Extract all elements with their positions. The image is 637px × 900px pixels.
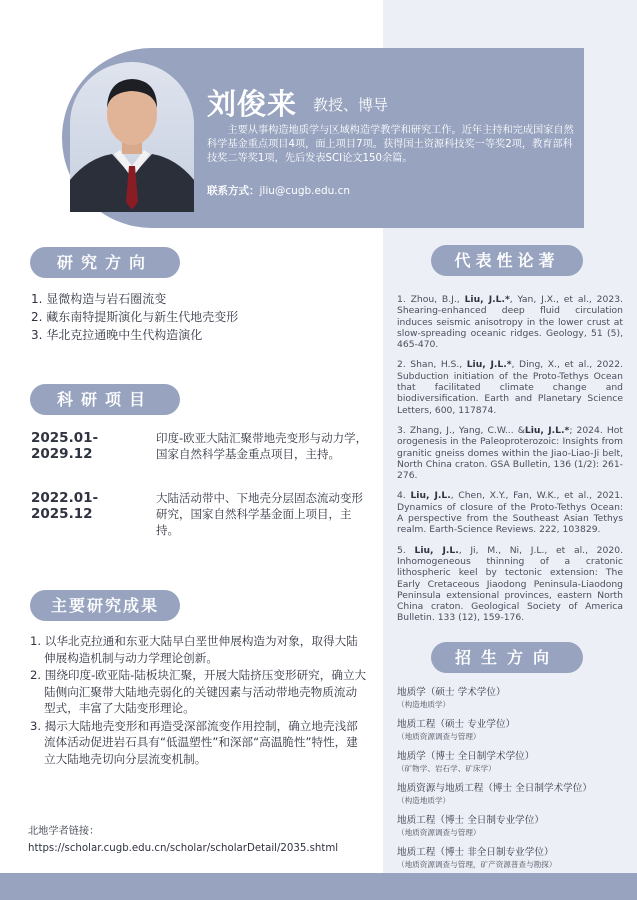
person-title: 教授、博导 bbox=[313, 96, 389, 114]
person-name: 刘俊来 bbox=[207, 87, 298, 121]
research-item: 2. 藏东南特提斯演化与新生代地壳变形 bbox=[31, 310, 239, 324]
achievements-list bbox=[30, 633, 368, 768]
recruitment-sub: （构造地质学） bbox=[397, 700, 451, 709]
email-link[interactable]: jliu@cugb.edu.cn bbox=[259, 185, 351, 197]
paper-item: 5. Liu, J.L., Ji, M., Ni, J.L., et al., 2020. Inhomogeneous thinning of a cratonic lithospheric keel by tectonic extension: The Early Cretaceous Jiaodong Peninsula-Liaodong Peninsula extensional provinces, eastern North China craton. Geological Society of America Bulletin. 133 (12), 159-176. bbox=[397, 544, 623, 624]
recruitment-title: 地质学（博士 全日制学术学位） bbox=[397, 751, 535, 762]
contact-label: 联系方式： bbox=[207, 185, 260, 197]
recruitment-item bbox=[397, 686, 623, 710]
recruitment-item bbox=[397, 846, 623, 870]
achievement-item: 3. 揭示大陆地壳变形和再造受深部流变作用控制，确立地壳浅部流体活动促进岩石具有“低温塑性”和深部“高温脆性”特性，建立大陆地壳切向分层流变机制。 bbox=[30, 718, 358, 766]
recruitment-title: 地质资源与地质工程（博士 全日制学术学位） bbox=[397, 783, 592, 794]
achievement-item: 1. 以华北克拉通和东亚大陆早白垩世伸展构造为对象，取得大陆伸展构造机制与动力学理论创新。 bbox=[30, 634, 358, 665]
recruitment-sub: （矿物学、岩石学、矿床学） bbox=[397, 764, 496, 773]
recruitment-sub: （构造地质学） bbox=[397, 796, 451, 805]
achievements-heading: 主要研究成果 bbox=[30, 590, 180, 621]
papers-list bbox=[397, 294, 623, 633]
achievement-item: 2. 围绕印度-欧亚陆-陆板块汇聚，开展大陆挤压变形研究，确立大陆侧向汇聚带大陆地壳弱化的关键因素与活动带地壳物质流动型式，丰富了大陆变形理论。 bbox=[30, 668, 367, 715]
profile-photo bbox=[70, 62, 194, 212]
recruitment-heading: 招生方向 bbox=[431, 642, 583, 673]
contact-line bbox=[207, 183, 350, 198]
recruitment-title: 地质工程（硕士 专业学位） bbox=[397, 719, 516, 730]
recruitment-item bbox=[397, 718, 623, 742]
research-item: 3. 华北克拉通晚中生代构造演化 bbox=[31, 328, 203, 342]
scholar-link-url[interactable]: https://scholar.cugb.edu.cn/scholar/scholarDetail/2035.shtml bbox=[28, 843, 339, 854]
paper-item: 2. Shan, H.S., Liu, J.L.*, Ding, X., et al., 2022. Subduction initiation of the Proto-Tethys Ocean that facilitated climate change and biodiversification. Earth and Planetary Science Letters, 600, 117874. bbox=[397, 359, 623, 416]
recruitment-item bbox=[397, 750, 623, 774]
project-date: 2025.01-2029.12 bbox=[31, 430, 99, 462]
recruitment-item bbox=[397, 814, 623, 838]
papers-heading: 代表性论著 bbox=[431, 245, 583, 276]
scholar-links bbox=[28, 823, 338, 857]
paper-item: 4. Liu, J.L., Chen, X.Y., Fan, W.K., et al., 2021. Dynamics of closure of the Proto-Tethys Ocean: A perspective from the Southeast Asian Tethys realm. Earth-Science Reviews. 222, 103829. bbox=[397, 490, 623, 536]
recruitment-title: 地质工程（博士 非全日制专业学位） bbox=[397, 847, 554, 858]
project-date: 2022.01-2025.12 bbox=[31, 490, 99, 522]
recruitment-title: 地质学（硕士 学术学位） bbox=[397, 687, 506, 698]
recruitment-sub: （地质资源调查与管理） bbox=[397, 828, 481, 837]
portrait-illustration bbox=[70, 62, 194, 212]
scholar-link-label: 北地学者链接： bbox=[28, 826, 100, 837]
recruitment-item bbox=[397, 782, 623, 806]
research-heading: 研究方向 bbox=[30, 247, 180, 278]
recruitment-title: 地质工程（博士 全日制专业学位） bbox=[397, 815, 544, 826]
person-bio: 主要从事构造地质学与区域构造学教学和研究工作。近年主持和完成国家自然科学基金重点项目4项，面上项目7项。获得国土资源科技奖一等奖2项，教育部科技奖二等奖1项，先后发表SCI论文150余篇。 bbox=[207, 125, 574, 164]
recruitment-list bbox=[397, 686, 623, 878]
research-list bbox=[31, 290, 238, 344]
project-desc: 印度-欧亚大陆汇聚带地壳变形与动力学，国家自然科学基金重点项目，主持。 bbox=[156, 431, 368, 461]
project-desc: 大陆活动带中、下地壳分层固态流动变形研究，国家自然科学基金面上项目，主持。 bbox=[156, 491, 363, 537]
research-item: 1. 显微构造与岩石圈流变 bbox=[31, 292, 167, 306]
projects-heading: 科研项目 bbox=[30, 384, 180, 415]
paper-item: 3. Zhang, J., Yang, C.W... &Liu, J.L.*; 2024. Hot orogenesis in the Paleoproterozoic: Insights from granitic gneiss domes within the Jiao-Liao-Ji belt, North China craton. GSA Bulletin, 136 (1/2): 261-276. bbox=[397, 424, 623, 482]
recruitment-sub: （地质资源调查与管理，矿产资源普查与勘探） bbox=[397, 860, 557, 869]
paper-item: 1. Zhou, B.J., Liu, J.L.*, Yan, J.X., et al., 2023. Shearing-enhanced deep fluid circulation induces seismic anisotropy in the lower crust at slow-spreading oceanic ridges. Geology, 51 (5), 465-470. bbox=[397, 294, 623, 351]
recruitment-sub: （地质资源调查与管理） bbox=[397, 732, 481, 741]
